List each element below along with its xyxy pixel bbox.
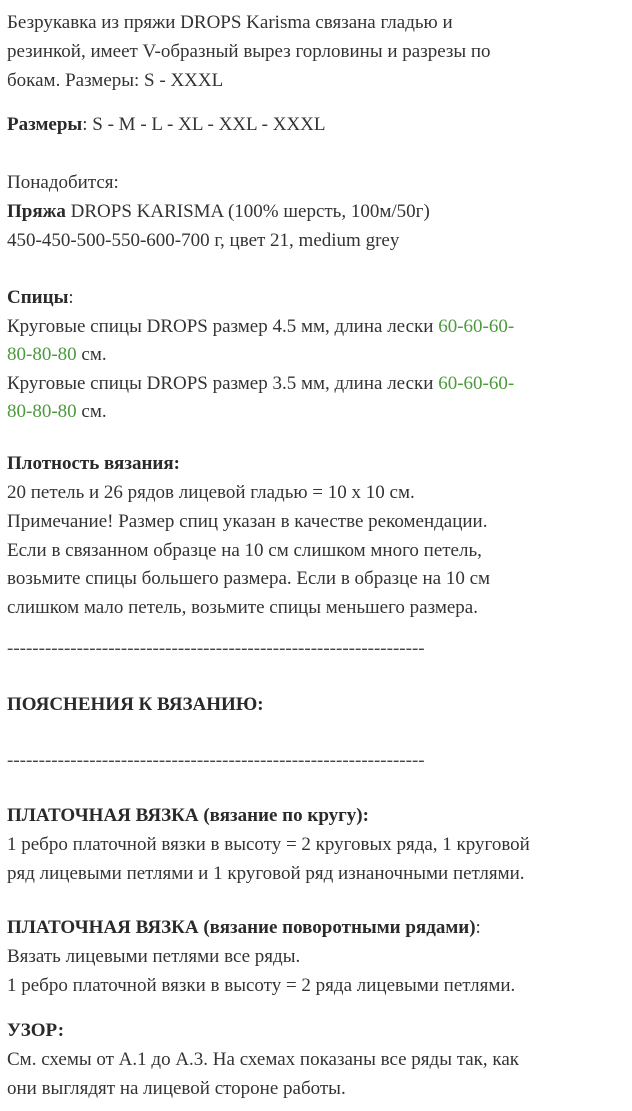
pattern-line: они выглядят на лицевой стороне работы.	[7, 1078, 346, 1099]
divider: ------------------------------------------------------------------	[7, 750, 425, 771]
cable-length-link[interactable]: 80-80-80	[7, 401, 77, 422]
sizes-value: : S - M - L - XL - XXL - XXXL	[82, 114, 326, 135]
needle-line	[7, 369, 514, 398]
garter-round-heading-text: ПЛАТОЧНАЯ ВЯЗКА (вязание по кругу):	[7, 805, 369, 826]
pattern-line: См. схемы от A.1 до A.3. На схемах показаны все ряды так, как	[7, 1049, 520, 1070]
needle-line	[7, 312, 514, 341]
garter-rows-heading	[7, 913, 481, 942]
gauge-line: возьмите спицы большего размера. Если в образце на 10 см	[7, 568, 491, 589]
sizes-line	[7, 110, 326, 139]
needle-line	[7, 340, 107, 369]
explanations-heading-text: ПОЯСНЕНИЯ К ВЯЗАНИЮ:	[7, 694, 264, 715]
gauge-line: Если в связанном образце на 10 см слишком много петель,	[7, 540, 482, 561]
pattern-heading	[7, 1016, 64, 1045]
gauge-line: Примечание! Размер спиц указан в качестве рекомендации.	[7, 511, 488, 532]
garter-rows-heading-text: ПЛАТОЧНАЯ ВЯЗКА (вязание поворотными рядами)	[7, 917, 476, 938]
intro-line: резинкой, имеет V-образный вырез горловины и разрезы по	[7, 41, 491, 62]
garter-round-line: ряд лицевыми петлями и 1 круговой ряд изнаночными петлями.	[7, 863, 525, 884]
gauge-line: 20 петель и 26 рядов лицевой гладью = 10 x 10 см.	[7, 482, 415, 503]
garter-round-heading	[7, 801, 369, 830]
gauge-heading	[7, 449, 180, 478]
divider: ------------------------------------------------------------------	[7, 638, 425, 659]
needle-text: Круговые спицы DROPS размер 3.5 мм, длина лески	[7, 373, 439, 394]
gauge-heading-text: Плотность вязания:	[7, 453, 180, 474]
garter-rows-line: 1 ребро платочной вязки в высоту = 2 ряда лицевыми петлями.	[7, 975, 516, 996]
cable-length-link[interactable]: 60-60-60-	[438, 373, 515, 394]
yarn-line	[7, 197, 430, 226]
cable-length-link[interactable]: 80-80-80	[7, 344, 77, 365]
pattern-heading-text: УЗОР:	[7, 1020, 65, 1041]
explanations-heading	[7, 690, 264, 719]
needles-label: Спицы	[7, 287, 69, 308]
gauge-line: слишком мало петель, возьмите спицы меньшего размера.	[7, 597, 478, 618]
intro-line: бокам. Размеры: S - XXXL	[7, 70, 224, 91]
cable-length-link[interactable]: 60-60-60-	[438, 316, 515, 337]
intro-line: Безрукавка из пряжи DROPS Karisma связана гладью и	[7, 12, 453, 33]
needle-suffix: см.	[76, 344, 107, 365]
needles-heading	[7, 283, 74, 312]
needle-line	[7, 397, 107, 426]
materials-heading: Понадобится:	[7, 172, 119, 193]
needle-text: Круговые спицы DROPS размер 4.5 мм, длина лески	[7, 316, 439, 337]
needle-suffix: см.	[76, 401, 107, 422]
needles-colon: :	[68, 287, 74, 308]
yarn-text: DROPS KARISMA (100% шерсть, 100м/50г)	[65, 201, 430, 222]
yarn-amount: 450-450-500-550-600-700 г, цвет 21, medium grey	[7, 230, 400, 251]
garter-rows-colon: :	[475, 917, 481, 938]
sizes-label: Размеры	[7, 114, 83, 135]
garter-rows-line: Вязать лицевыми петлями все ряды.	[7, 946, 301, 967]
garter-round-line: 1 ребро платочной вязки в высоту = 2 круговых ряда, 1 круговой	[7, 834, 530, 855]
yarn-label: Пряжа	[7, 201, 66, 222]
